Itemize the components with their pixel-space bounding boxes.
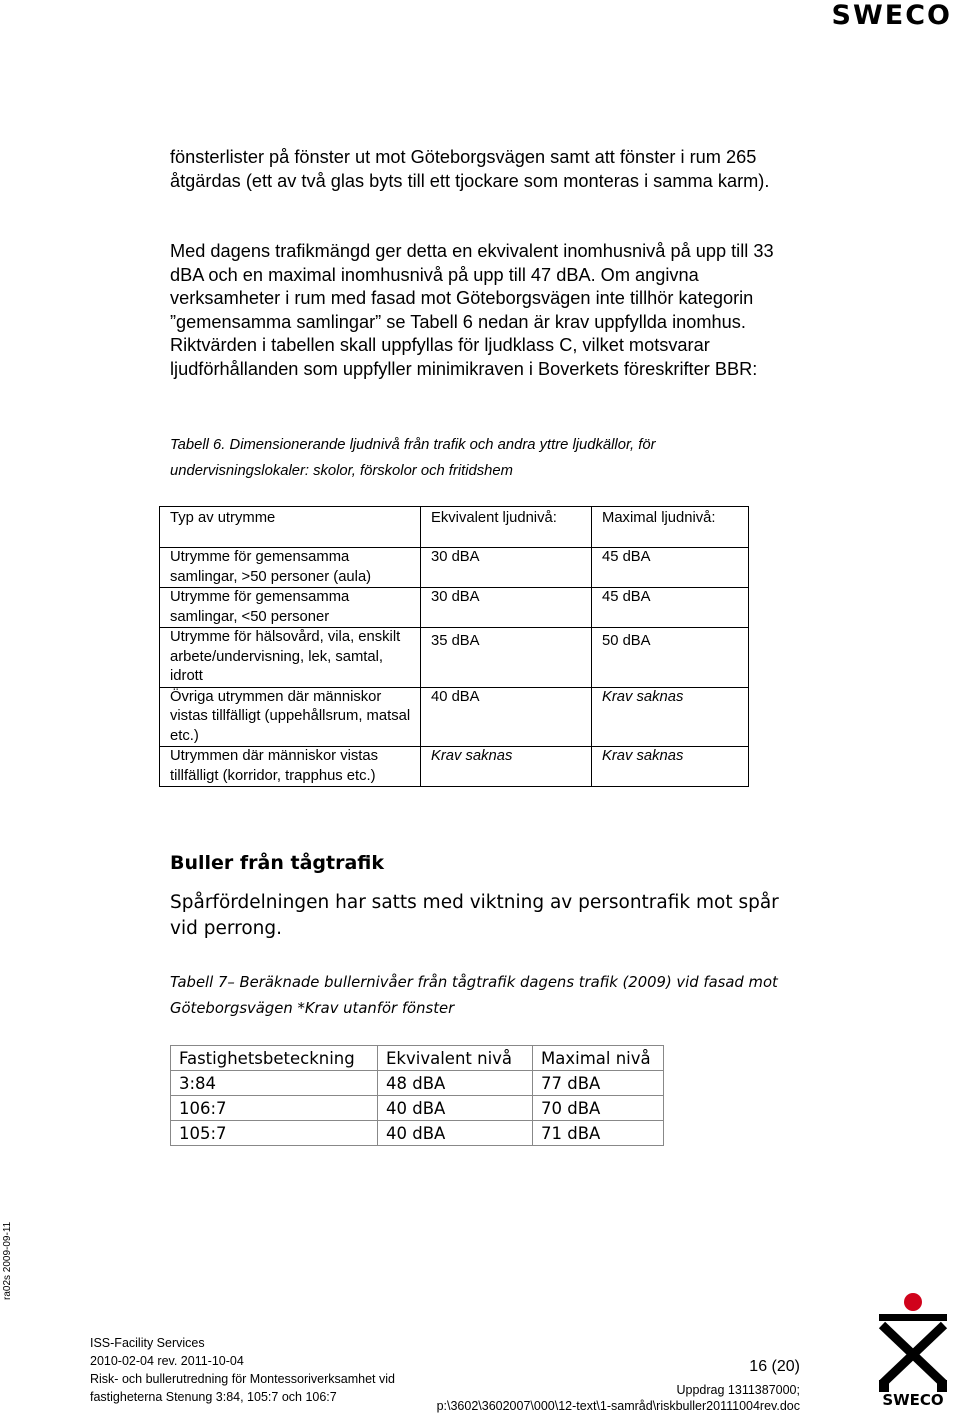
sweco-logo-footer-text: SWECO bbox=[882, 1391, 944, 1408]
footer-left bbox=[90, 1334, 395, 1406]
table7-cell: 77 dBA bbox=[533, 1071, 664, 1096]
table-row bbox=[160, 628, 749, 688]
table7-cell: 106:7 bbox=[171, 1096, 378, 1121]
table6-caption: Tabell 6. Dimensionerande ljudnivå från trafik och andra yttre ljudkällor, för undervisningslokaler: skolor, förskolor och fritidshem bbox=[170, 437, 656, 479]
table6-cell: 35 dBA bbox=[421, 628, 592, 688]
page-number: 16 (20) bbox=[749, 1358, 800, 1375]
table6-cell: 30 dBA bbox=[421, 548, 592, 588]
table7-cell: 48 dBA bbox=[378, 1071, 533, 1096]
table7-cell: 40 dBA bbox=[378, 1121, 533, 1146]
table6-cell: 40 dBA bbox=[421, 687, 592, 747]
sweco-logo-header: SWECO bbox=[831, 0, 952, 31]
table7-header-cell: Fastighetsbeteckning bbox=[171, 1046, 378, 1071]
table-row bbox=[160, 548, 749, 588]
table-row bbox=[171, 1121, 664, 1146]
sweco-logo-footer bbox=[874, 1292, 952, 1408]
table6-cell: Utrymme för hälsovård, vila, enskilt arbete/undervisning, lek, samtal, idrott bbox=[160, 628, 421, 688]
table6-cell: Krav saknas bbox=[421, 747, 592, 787]
table6-cell: Krav saknas bbox=[592, 687, 749, 747]
table6-header-cell: Typ av utrymme bbox=[160, 507, 421, 548]
table7-cell: 3:84 bbox=[171, 1071, 378, 1096]
table-row bbox=[160, 687, 749, 747]
table6-header-cell: Ekvivalent ljudnivå: bbox=[421, 507, 592, 548]
table7-cell: 70 dBA bbox=[533, 1096, 664, 1121]
table-row bbox=[171, 1071, 664, 1096]
table6-cell: Krav saknas bbox=[592, 747, 749, 787]
table6 bbox=[159, 506, 749, 787]
table7-cell: 105:7 bbox=[171, 1121, 378, 1146]
sweco-emblem-icon bbox=[874, 1292, 952, 1408]
table7-header-cell: Ekvivalent nivå bbox=[378, 1046, 533, 1071]
table6-cell: Utrymme för gemensamma samlingar, <50 personer bbox=[160, 588, 421, 628]
footer-title-line2: fastigheterna Stenung 3:84, 105:7 och 106:7 bbox=[90, 1390, 337, 1404]
table7 bbox=[170, 1045, 664, 1146]
table6-cell: 30 dBA bbox=[421, 588, 592, 628]
table6-cell: 45 dBA bbox=[592, 548, 749, 588]
table6-cell: 45 dBA bbox=[592, 588, 749, 628]
table7-cell: 71 dBA bbox=[533, 1121, 664, 1146]
footer-right bbox=[437, 1382, 800, 1414]
table6-cell: Övriga utrymmen där människor vistas tillfälligt (uppehållsrum, matsal etc.) bbox=[160, 687, 421, 747]
table-row bbox=[171, 1096, 664, 1121]
table6-cell: Utrymme för gemensamma samlingar, >50 personer (aula) bbox=[160, 548, 421, 588]
footer-company: ISS-Facility Services bbox=[90, 1336, 205, 1350]
footer-title-line1: Risk- och bullerutredning för Montessoriverksamhet vid bbox=[90, 1372, 395, 1386]
footer-date: 2010-02-04 rev. 2011-10-04 bbox=[90, 1354, 244, 1368]
section-heading: Buller från tågtrafik bbox=[170, 852, 385, 874]
table6-cell: Utrymmen där människor vistas tillfälligt (korridor, trapphus etc.) bbox=[160, 747, 421, 787]
table6-cell: 50 dBA bbox=[592, 628, 749, 688]
table6-header-row bbox=[160, 507, 749, 548]
footer-file-path: p:\3602\3602007\000\12-text\1-samråd\riskbuller20111004rev.doc bbox=[436, 1399, 800, 1413]
table7-header-cell: Maximal nivå bbox=[533, 1046, 664, 1071]
table-row bbox=[160, 588, 749, 628]
body-paragraph-1: fönsterlister på fönster ut mot Göteborgsvägen samt att fönster i rum 265 åtgärdas (ett av två glas byts till ett tjockare som monteras i samma karm). bbox=[170, 147, 770, 191]
table7-header-row bbox=[171, 1046, 664, 1071]
table-row bbox=[160, 747, 749, 787]
body-paragraph-2: Med dagens trafikmängd ger detta en ekvivalent inomhusnivå på upp till 33 dBA och en maximal inomhusnivå på upp till 47 dBA. Om angivna verksamheter i rum med fasad mot Göteborgsvägen inte tillhör kategorin ”gemensamma samlingar” se Tabell 6 nedan är krav uppfyllda inomhus. Riktvärden i tabellen skall uppfyllas för ljudklass C, vilket motsvarar ljudförhållanden som uppfyller minimikraven i Boverkets föreskrifter BBR: bbox=[170, 241, 774, 379]
table6-header-cell: Maximal ljudnivå: bbox=[592, 507, 749, 548]
section-paragraph: Spårfördelningen har satts med viktning av persontrafik mot spår vid perrong. bbox=[170, 892, 779, 939]
footer-uppdrag: Uppdrag 1311387000; bbox=[676, 1383, 800, 1397]
table7-caption: Tabell 7– Beräknade bullernivåer från tågtrafik dagens trafik (2009) vid fasad mot Göteborgsvägen *Krav utanför fönster bbox=[170, 974, 778, 1017]
side-form-code: ra02s 2009-09-11 bbox=[2, 1221, 13, 1300]
table7-cell: 40 dBA bbox=[378, 1096, 533, 1121]
